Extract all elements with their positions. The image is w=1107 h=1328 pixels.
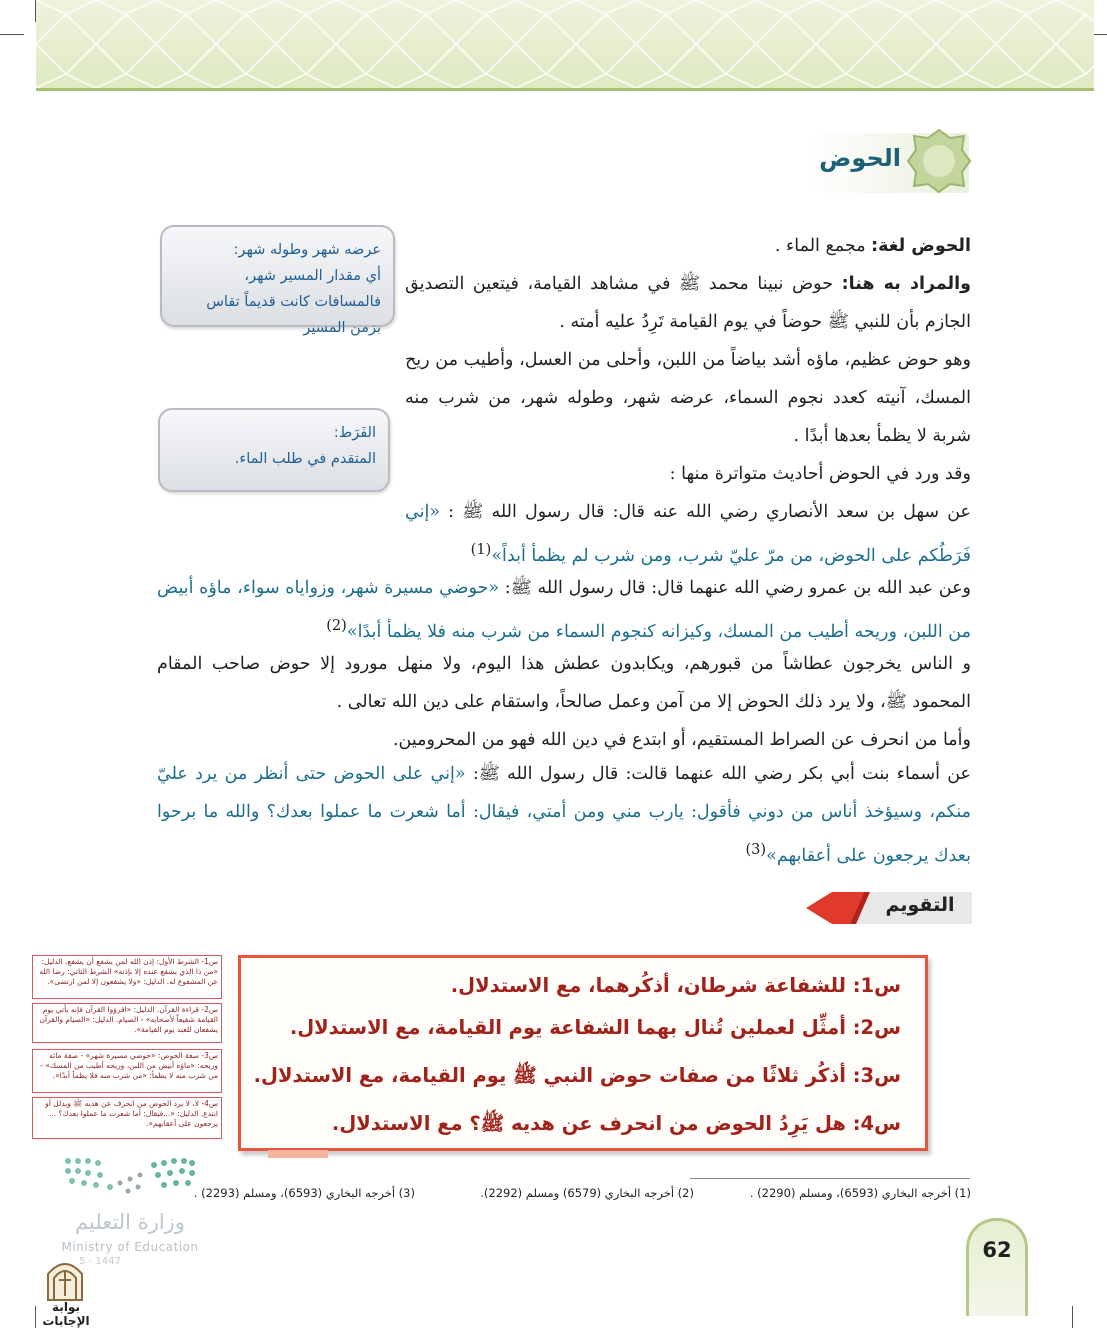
portal-logo-icon: [44, 1256, 86, 1302]
ministry-name-english: Ministry of Education: [61, 1240, 199, 1254]
hadith-intro: [405, 455, 971, 493]
people-text: و الناس يخرجون عطاشاً من قبورهم، ويكابدون عطش هذا اليوم، ولا منهل مورود إلا حوض صاحب المقام المحمود ﷺ، ولا يرد ذلك الحوض إلا من آمن وعمل صالحاً، واستقام على دين الله تعالى .: [157, 654, 971, 712]
octagon-ornament-icon: [906, 128, 972, 194]
footnote-ref-2: (2): [326, 617, 347, 634]
sidenote-farat: [158, 408, 390, 492]
questions-box-tab: [268, 1150, 328, 1158]
question-1: س1: للشفاعة شرطان، أذكُرهما، مع الاستدلال.: [450, 974, 901, 997]
crop-mark: [1072, 1306, 1073, 1328]
deviate-text: وأما من انحرف عن الصراط المستقيم، أو ابتدع في دين الله فهو من المحرومين.: [392, 730, 971, 750]
description-paragraph: [405, 341, 971, 455]
footnote-rule: [690, 1178, 970, 1179]
footnote-3: (3) أخرجه البخاري (6593)، ومسلم (2293) .: [193, 1186, 415, 1200]
answer-4: س4- لا، لا يرد الحوض من انحرف عن هديه ﷺ ويدلل أو ابتدع. الدليل: «...فيقال: أما شعرت ما عملوا بعدك؟ ... يرجعون على أعقابهم».: [32, 1097, 222, 1139]
crop-mark: [0, 34, 24, 35]
sidenote-month-text: أي مقدار المسير شهر، فالمسافات كانت قديماً تقاس بزمن المسير: [206, 268, 381, 336]
sidenote-month: [160, 225, 395, 336]
meaning-paragraph: [405, 265, 971, 341]
arabesque-pattern: [36, 0, 1094, 88]
hadith2-paragraph: [157, 569, 971, 651]
description-text: وهو حوض عظيم، ماؤه أشد بياضاً من اللبن، وأحلى من العسل، وأطيب من ريح المسك، آنيته كعدد نجوم السماء، عرضه شهر، وطوله شهر، من شرب منه شربة لا يظمأ بعدها أبدًا .: [405, 350, 971, 446]
definition-paragraph: [411, 227, 971, 265]
footnote-2: (2) أخرجه البخاري (6579) ومسلم (2292).: [480, 1186, 694, 1200]
evaluation-title: التقويم: [885, 894, 955, 916]
page-number: 62: [982, 1238, 1012, 1262]
hadith1-intro: عن سهل بن سعد الأنصاري رضي الله عنه قال: قال رسول الله ﷺ :: [440, 502, 971, 522]
footnote-ref-1: (1): [470, 541, 492, 558]
meaning-label: والمراد به هنا:: [841, 274, 972, 294]
page-number-tab: [966, 1218, 1028, 1316]
footnote-1: (1) أخرجه البخاري (6593)، ومسلم (2290) .: [749, 1186, 971, 1200]
section-title: الحوض: [819, 144, 901, 172]
deviate-paragraph: [157, 721, 971, 759]
ministry-name-arabic: وزارة التعليم: [75, 1210, 185, 1234]
question-3: س3: أذكُر ثلاثًا من صفات حوض النبي ﷺ يوم القيامة، مع الاستدلال.: [253, 1064, 901, 1087]
hadith3-text: «إني على الحوض حتى أنظر من يرد عليّ منكم، وسيؤخذ أناس من دوني فأقول: يارب مني ومن أمتي، فيقال: أما شعرت ما عملوا بعدك؟ والله ما برحوا بعدك يرجعون على أعقابهم»: [157, 764, 971, 866]
definition-text: مجمع الماء .: [774, 236, 872, 256]
sidenote-farat-text: المتقدم في طلب الماء.: [234, 451, 376, 467]
hadith3-paragraph: [157, 755, 971, 875]
definition-label: الحوض لغة:: [871, 236, 971, 256]
answer-2: س2- قراءة القرآن. الدليل: «اقرؤوا القرآن فإنه يأتي يوم القيامة شفيعاً لأصحابه» - الصيام. الدليل: «الصيام والقرآن يشفعان للعبد يوم القيامة».: [32, 1003, 222, 1043]
people-paragraph: [157, 645, 971, 721]
question-2: س2: أمثِّل لعملين تُنال بهما الشفاعة يوم القيامة، مع الاستدلال.: [289, 1016, 901, 1039]
header-pattern-band: [36, 0, 1094, 91]
answer-1: س1- الشرط الأول: إذن الله لمن يشفع أن يشفع. الدليل: «من ذا الذي يشفع عنده إلا بإذنه» الشرط الثاني: رضا الله عن المشفوع له. الدليل: «ولا يشفعون إلا لمن ارتضى».: [32, 955, 222, 999]
hadith-intro-text: وقد ورد في الحوض أحاديث متواترة منها :: [669, 464, 971, 484]
footnote-ref-3: (3): [745, 841, 767, 858]
portal-logo-text: بوابة الإجابات: [42, 1300, 90, 1328]
question-4: س4: هل يَرِدُ الحوض من انحرف عن هديه ﷺ؟ مع الاستدلال.: [331, 1112, 901, 1135]
ministry-year: 5 - 1447: [79, 1256, 121, 1267]
hadith2-intro: وعن عبد الله بن عمرو رضي الله عنهما قال: قال رسول الله ﷺ:: [499, 578, 971, 598]
sidenote-farat-title: الفَرَط:: [333, 425, 376, 441]
answer-key: [32, 955, 224, 1139]
sidenote-month-title: عرضه شهر وطوله شهر:: [233, 242, 381, 258]
hadith1-text: «إني فَرَطُكم على الحوض، من مرّ عليّ شرب، ومن شرب لم يظمأ أبداً»: [405, 502, 971, 566]
hadith3-intro: عن أسماء بنت أبي بكر رضي الله عنهما قالت: قال رسول الله ﷺ:: [465, 764, 971, 784]
hadith2-text: «حوضي مسيرة شهر، وزواياه سواء، ماؤه أبيض من اللبن، وريحه أطيب من المسك، وكيزانه كنجوم السماء من شرب منه فلا يظمأ أبدًا»: [157, 578, 971, 642]
hadith1-paragraph: [405, 493, 971, 575]
answer-3: س3- سعة الحوض: «حوضي مسيرة شهر» - صفة مائه وريحه: «ماؤه أبيض من اللبن، وريحه أطيب من المسك» - من شرب منه لا يظمأ: «من شرب منه فلا يظمأ أبدًا».: [32, 1049, 222, 1093]
ministry-logo-icon: [62, 1155, 198, 1201]
meaning-text: حوض نبينا محمد ﷺ في مشاهد القيامة، فيتعين التصديق الجازم بأن للنبي ﷺ حوضاً في يوم القيامة تَرِدُ عليه أمته .: [405, 274, 971, 332]
